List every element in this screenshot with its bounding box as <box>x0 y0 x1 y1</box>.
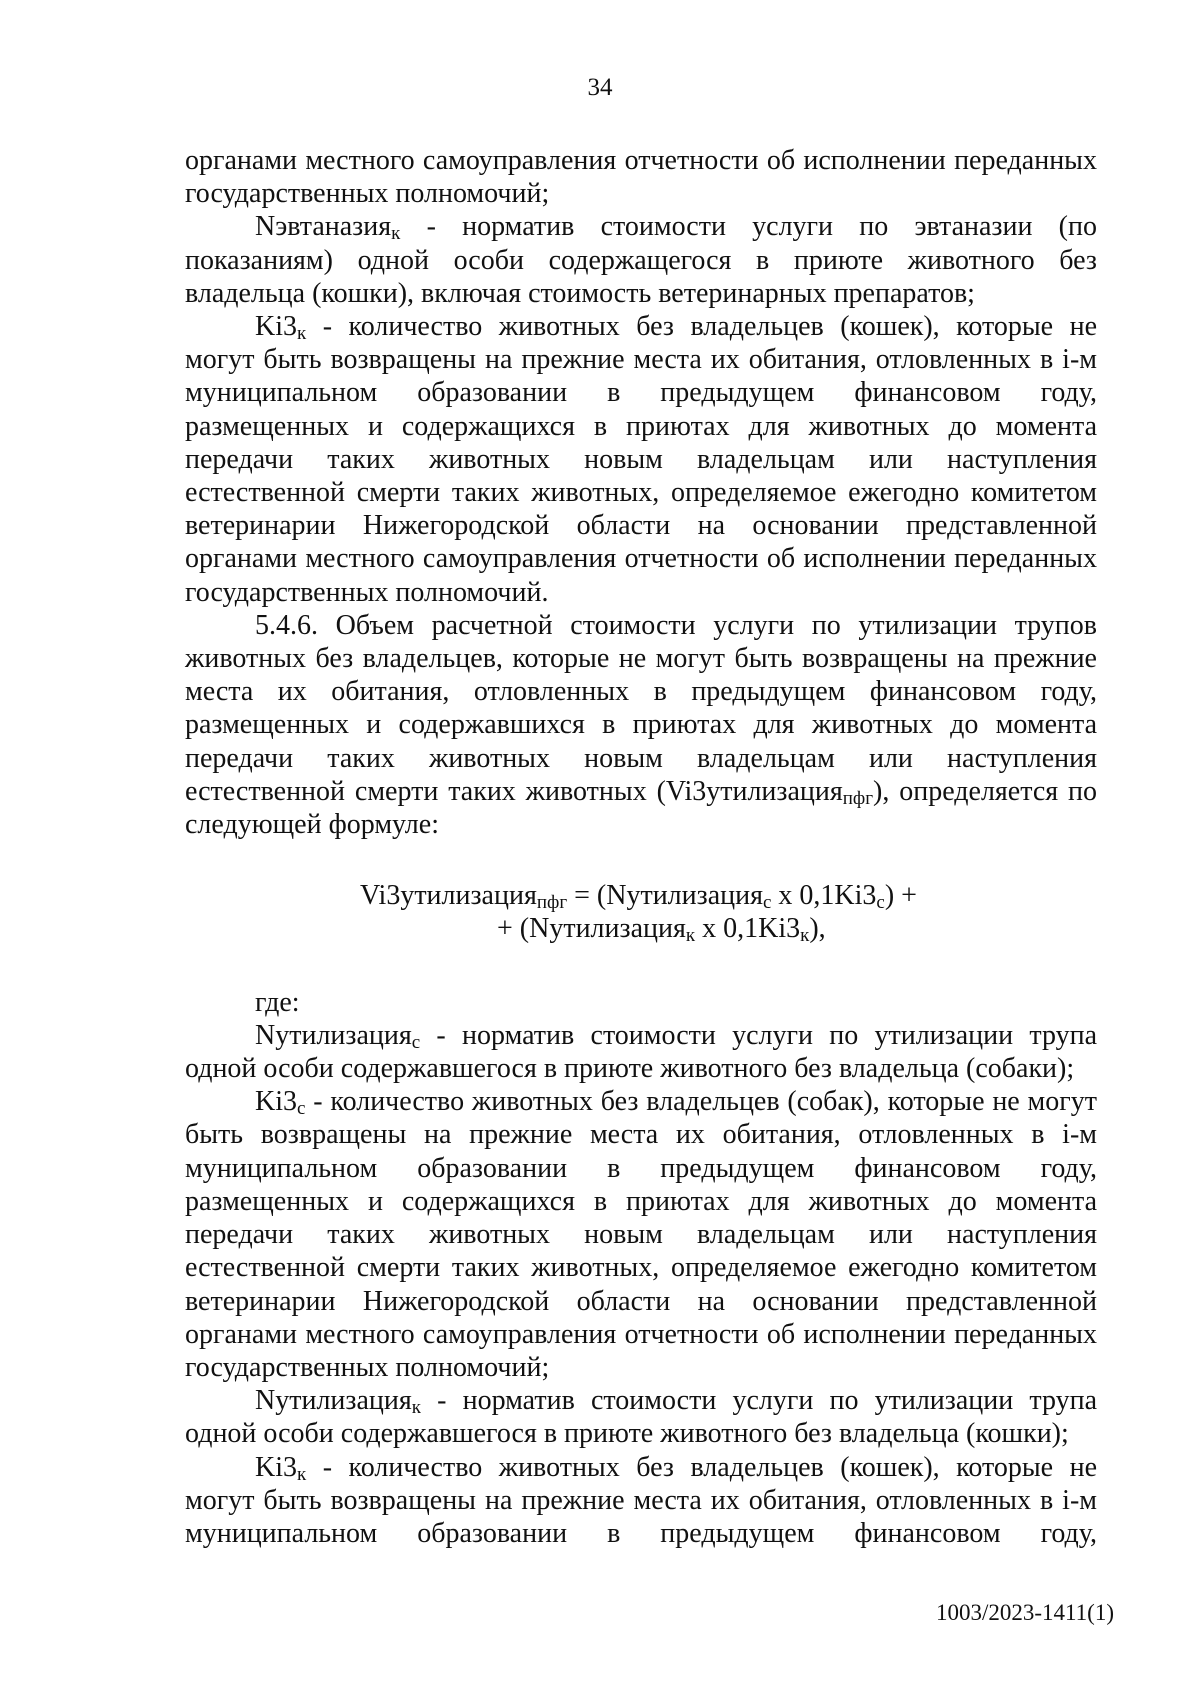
symbol-subscript: к <box>297 1463 307 1485</box>
formula-subscript: пфг <box>536 892 568 914</box>
formula-term: ) + <box>884 880 917 912</box>
definition-text: - количество животных без владельцев (кошек), которые не могут быть возвращены на прежние места их обитания, отловленных в i-м муниципальном образовании в предыдущем финансовом году, <box>185 1451 1097 1549</box>
clause-text-end: ), определяется по следующей формуле: <box>185 775 1097 841</box>
symbol-subscript: пфг <box>842 787 874 809</box>
symbol-subscript: с <box>411 1031 421 1053</box>
definition-text: - норматив стоимости услуги по утилизации трупа одной особи содержавшегося в приюте животного без владельца (кошки); <box>185 1385 1097 1450</box>
formula-term: Vi3утилизация <box>360 880 537 912</box>
where-label: где: <box>255 986 300 1018</box>
paragraph-text: органами местного самоуправления отчетности об исполнении переданных государственных полномочий; <box>185 145 1097 210</box>
clause-5-4-6 <box>185 609 1097 841</box>
symbol-subscript: к <box>297 323 307 345</box>
formula-line-1 <box>185 879 1097 912</box>
formula-subscript: к <box>800 925 810 947</box>
formula <box>185 879 1097 945</box>
document-code: 1003/2023-1411(1) <box>935 1600 1114 1625</box>
definition-ki3-cats-2 <box>185 1451 1097 1551</box>
formula-term: + (Nутилизация <box>497 913 686 945</box>
formula-subscript: с <box>762 892 772 914</box>
clause-text: 5.4.6. Объем расчетной стоимости услуги по утилизации трупов животных без владельцев, которые не могут быть возвращены на прежние места их обитания, отловленных в предыдущем финансовом году, размещенных и содержавшихся в приютах для животных до момента передачи таких животных новым владельцам или наступления естественной смерти таких животных (Vi3утилизация <box>185 609 1097 807</box>
symbol-subscript: к <box>391 223 401 245</box>
definition-text: - норматив стоимости услуги по утилизации трупа одной особи содержавшегося в приюте животного без владельца (собаки); <box>185 1019 1097 1085</box>
page-number: 34 <box>587 74 613 101</box>
formula-subscript: к <box>685 925 696 947</box>
symbol: Nэвтаназия <box>255 211 392 243</box>
paragraph-continuation <box>185 144 1097 210</box>
definition-ki3-cats <box>185 310 1097 609</box>
symbol-subscript: с <box>297 1098 306 1120</box>
definition-text: - количество животных без владельцев (кошек), которые не могут быть возвращены на прежние места их обитания, отловленных в i-м муниципальном образовании в предыдущем финансовом году, размещенных и содержащихся в приютах для животных до момента передачи таких животных новым владельцам или наступления естественной смерти таких животных, определяемое ежегодно комитетом ветеринарии Нижегородской области на основании представленной органами местного самоуправления отчетности об исполнении переданных государственных полномочий. <box>185 311 1097 608</box>
definition-n-disposal-cats <box>185 1384 1097 1450</box>
symbol: Nутилизация <box>255 1019 412 1051</box>
formula-term: х 0,1Ki3 <box>695 913 801 945</box>
formula-term: х 0,1Ki3 <box>771 880 877 912</box>
definition-text: - норматив стоимости услуги по эвтаназии (по показаниям) одной особи содержащегося в приюте животного без владельца (кошки), включая стоимость ветеринарных препаратов; <box>185 211 1097 309</box>
symbol-subscript: к <box>411 1397 421 1419</box>
definition-text: - количество животных без владельцев (собак), которые не могут быть возвращены на прежние места их обитания, отловленных в i-м муниципальном образовании в предыдущем финансовом году, размещенных и содержащихся в приютах для животных до момента передачи таких животных новым владельцам или наступления естественной смерти таких животных, определяемое ежегодно комитетом ветеринарии Нижегородской области на основании представленной органами местного самоуправления отчетности об исполнении переданных государственных полномочий; <box>185 1086 1097 1383</box>
definition-n-euthanasia-cats <box>185 210 1097 310</box>
formula-term: ), <box>809 913 826 945</box>
symbol: Nутилизация <box>255 1385 412 1417</box>
definition-n-disposal-dogs <box>185 1019 1097 1085</box>
document-body <box>185 144 1097 1550</box>
formula-line-2 <box>185 912 1097 945</box>
symbol: Ki3 <box>255 1086 297 1118</box>
formula-term: = (Nутилизация <box>567 880 763 912</box>
definition-ki3-dogs <box>185 1085 1097 1384</box>
formula-subscript: с <box>876 892 885 914</box>
symbol: Ki3 <box>255 1451 297 1483</box>
symbol: Ki3 <box>255 311 297 343</box>
